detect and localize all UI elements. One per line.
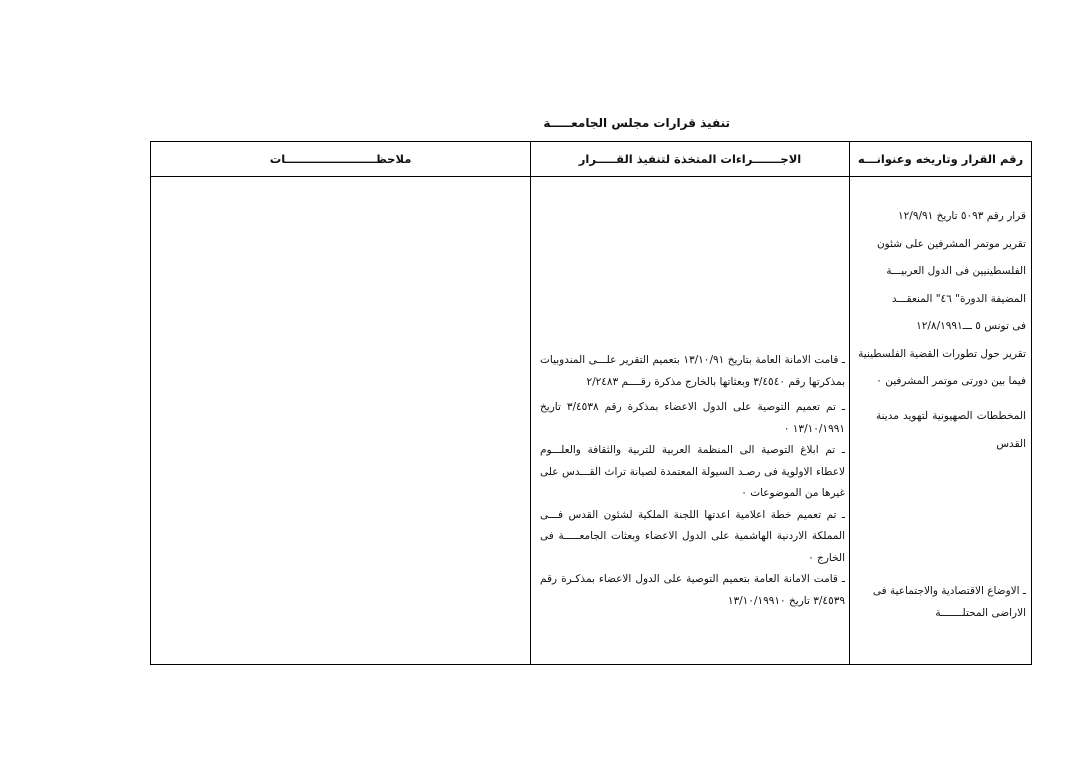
action-item: ـ تم تعميم التوصية على الدول الاعضاء بمذكرة رقم ٣/٤٥٣٨ تاريخ ١٣/١٠/١٩٩١ ٠ — [540, 401, 845, 435]
decision-text — [858, 203, 1026, 396]
actions-text — [540, 350, 845, 612]
table-header-row — [151, 142, 1032, 177]
decision-line: تقرير حول تطورات القضية الفلسطينية — [858, 347, 1026, 360]
decision-item-jerusalem: المخططات الصهيونية لتهويد مدينة القدس — [876, 410, 1026, 450]
decision-line: فيما بين دورتى موتمر المشرفين ٠ — [876, 375, 1026, 387]
action-item: ـ تم ابلاغ التوصية الى المنظمة العربية للتربية والثقافة والعلـــوم لاعطاء الاولوية فى رصـد السيولة المعتمدة لصيانة تراث القـــدس على غيرها من الموضوعات ٠ — [540, 444, 845, 499]
decision-line: تقرير موتمر المشرفين على شئون — [876, 237, 1026, 250]
action-item: ـ قامت الامانة العامة بتاريخ ١٣/١٠/٩١ بتعميم التقرير علـــى المندوبيات بمذكرتها رقم ٣/٤٥٤٠ وبعثاتها بالخارج مذكرة رقــــم ٢/٢٤٨٣ — [540, 354, 845, 388]
action-item: ـ تم تعميم خطة اعلامية اعدتها اللجنة الملكية لشئون القدس فـــى المملكة الاردنية الهاشمية على الدول الاعضاء وبعثات الجامعـــــة فى الخارج ٠ — [540, 508, 845, 564]
decision-item-occupied-territories: ـ الاوضاع الاقتصادية والاجتماعية فى الاراضى المحتلـــــــة — [872, 585, 1026, 619]
header-decision: رقم القرار وتاريخه وعنوانـــه — [850, 142, 1032, 177]
decision-line: الفلسطينيين فى الدول العربيـــة — [886, 265, 1026, 277]
action-item: ـ قامت الامانة العامة بتعميم التوصية على الدول الاعضاء بمذكـرة رقم ٣/٤٥٣٩ تاريخ ١٣/١٠/١٩٩١٠ — [540, 573, 845, 607]
header-actions: الاجـــــــراءات المتخذة لتنفيذ القـــــرار — [531, 142, 850, 177]
document-title: تنفيذ قرارات مجلس الجامعـــــة — [543, 116, 730, 130]
header-notes: ملاحظـــــــــــــــــــــــات — [151, 142, 531, 177]
decision-line: المضيفة الدورة" ٤٦" المنعقـــد — [891, 292, 1026, 305]
decision-line: قرار رقم ٥٠٩٣ تاريخ ١٢/٩/٩١ — [898, 210, 1026, 222]
notes-cell — [151, 177, 531, 665]
decision-line: فى تونس ٥ ـــ١٢/٨/١٩٩١ — [916, 320, 1026, 332]
